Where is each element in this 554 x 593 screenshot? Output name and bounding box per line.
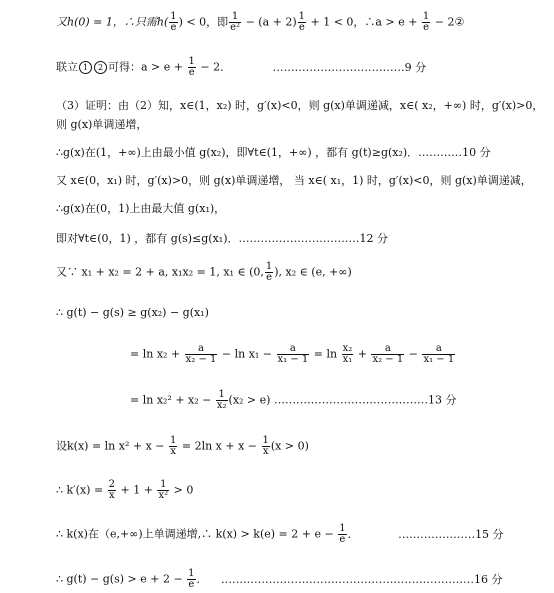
circled-number: 1	[79, 61, 92, 74]
l11-c: = ln	[310, 347, 341, 361]
l9-b: ), x₂ ∈ (e, +∞)	[274, 265, 352, 279]
fraction-denominator: e	[188, 579, 195, 590]
fraction-numerator: 1	[188, 56, 195, 67]
fraction	[157, 480, 169, 501]
fraction	[371, 344, 404, 365]
fraction	[265, 262, 273, 283]
fraction	[216, 390, 228, 411]
fraction	[422, 12, 430, 33]
fraction	[422, 344, 455, 365]
fraction-numerator: 1	[298, 11, 306, 22]
line-3: （3）证明：由（2）知，x∈(1，x₂) 时，g′(x)<0，则 g(x)单调递减，x∈( x₂，+∞) 时，g′(x)>0，	[56, 99, 544, 112]
fraction-numerator: x₂	[342, 343, 353, 354]
l11-d: +	[354, 347, 371, 361]
l11-e: −	[405, 347, 422, 361]
fraction	[277, 344, 310, 365]
fraction-denominator: x	[109, 490, 115, 501]
fraction-denominator: e	[339, 534, 346, 545]
circled-number: 2	[94, 61, 107, 74]
l13-a: 设k(x) = ln x² + x −	[56, 439, 168, 453]
l12-b: (x₂ > e) ……………………………………13 分	[228, 393, 457, 407]
fraction-denominator: e²	[230, 22, 241, 33]
fraction-denominator: e	[423, 22, 430, 33]
l1-a: 又h(0) = 1，∴只需h(	[56, 15, 169, 29]
l15-b: ．	[347, 527, 359, 541]
l11-b: − ln x₁ −	[218, 347, 276, 361]
line-15	[56, 524, 504, 545]
l15-a: ∴ k(x)在（e,+∞)上单调递增,∴ k(x) > k(e) = 2 + e −	[56, 527, 338, 541]
fraction-numerator: 1	[262, 435, 269, 446]
l16-dots: ……………………………………………………………16 分	[221, 572, 503, 586]
l14-a: ∴ k′(x) =	[56, 483, 107, 497]
fraction	[188, 57, 196, 78]
l1-d: + 1 < 0，∴a > e +	[307, 15, 421, 29]
line-4: 则 g(x)单调递增，	[56, 118, 148, 131]
fraction	[187, 569, 195, 590]
l1-b: ) < 0，即	[178, 15, 229, 29]
fraction-numerator: 1	[265, 261, 273, 272]
l14-b: + 1 +	[117, 483, 157, 497]
fraction-numerator: a	[371, 344, 404, 355]
fraction	[108, 480, 116, 501]
fraction	[169, 436, 177, 457]
l2-c: − 2．	[196, 60, 232, 74]
fraction	[298, 12, 306, 33]
fraction	[338, 524, 346, 545]
fraction	[185, 344, 218, 365]
fraction-denominator: x²	[158, 490, 169, 501]
line-8: 即对∀t∈(0，1) ，都有 g(s)≤g(x₁)．……………………………12 分	[56, 232, 388, 245]
l14-c: > 0	[170, 483, 194, 497]
fraction-denominator: x₂ − 1	[185, 354, 217, 365]
fraction-denominator: x₂ − 1	[372, 354, 404, 365]
fraction-denominator: x₁ − 1	[423, 354, 455, 365]
fraction-denominator: x₁	[342, 354, 353, 365]
l2-a: 联立	[56, 60, 78, 74]
fraction-numerator: 1	[170, 435, 177, 446]
fraction-numerator: 1	[339, 523, 346, 534]
fraction-numerator: 1	[216, 390, 228, 401]
l16-a: ∴ g(t) − g(s) > e + 2 −	[56, 572, 187, 586]
line-13	[56, 436, 309, 457]
fraction-denominator: e	[170, 22, 177, 33]
fraction-denominator: e	[266, 272, 273, 283]
line-16	[56, 569, 503, 590]
fraction-numerator: 1	[422, 11, 430, 22]
l2-b: 可得：a > e +	[108, 60, 187, 74]
l16-b: ．	[196, 572, 208, 586]
fraction-numerator: a	[422, 344, 455, 355]
l11-a: = ln x₂ +	[130, 347, 184, 361]
line-14	[56, 480, 193, 501]
line-6: 又 x∈(0，x₁) 时，g′(x)>0，则 g(x)单调递增， 当 x∈( x₁，1) 时，g′(x)<0，则 g(x)单调递减，	[56, 174, 532, 187]
line-12	[130, 390, 456, 411]
fraction-numerator: 1	[188, 568, 195, 579]
l13-c: (x > 0)	[270, 439, 309, 453]
l13-b: = 2ln x + x −	[178, 439, 261, 453]
fraction	[342, 344, 354, 365]
l1-c: − (a + 2)	[242, 15, 297, 29]
l1-e: − 2②	[431, 15, 465, 29]
line-1	[56, 12, 464, 33]
fraction-denominator: x₁ − 1	[277, 354, 309, 365]
fraction-denominator: e	[188, 67, 195, 78]
fraction-numerator: 1	[229, 12, 241, 23]
line-2	[56, 57, 426, 78]
fraction-numerator: 1	[170, 11, 177, 22]
fraction-denominator: e	[298, 22, 305, 33]
l2-dots: ………………………………9 分	[272, 60, 427, 74]
fraction	[229, 12, 241, 33]
fraction-denominator: x	[170, 446, 176, 457]
fraction-numerator: 1	[157, 480, 169, 491]
line-9	[56, 262, 352, 283]
fraction-denominator: x₂	[216, 400, 227, 411]
fraction-numerator: 2	[108, 479, 116, 490]
fraction-numerator: a	[185, 344, 218, 355]
fraction-denominator: x	[262, 446, 269, 457]
l15-dots: …………………15 分	[398, 527, 504, 541]
line-5: ∴g(x)在(1，+∞)上由最小值 g(x₂)，即∀t∈(1，+∞) ，都有 g(t)≥g(x₂)．…………10 分	[56, 146, 491, 159]
l9-a: 又∵ x₁ + x₂ = 2 + a, x₁x₂ = 1, x₁ ∈ (0,	[56, 265, 264, 279]
fraction-numerator: a	[277, 344, 310, 355]
l12-a: = ln x₂² + x₂ −	[130, 393, 215, 407]
line-11	[130, 344, 456, 365]
line-7: ∴g(x)在(0，1)上由最大值 g(x₁)，	[56, 202, 226, 215]
fraction	[169, 12, 177, 33]
fraction	[262, 436, 270, 457]
line-10: ∴ g(t) − g(s) ≥ g(x₂) − g(x₁)	[56, 306, 209, 319]
